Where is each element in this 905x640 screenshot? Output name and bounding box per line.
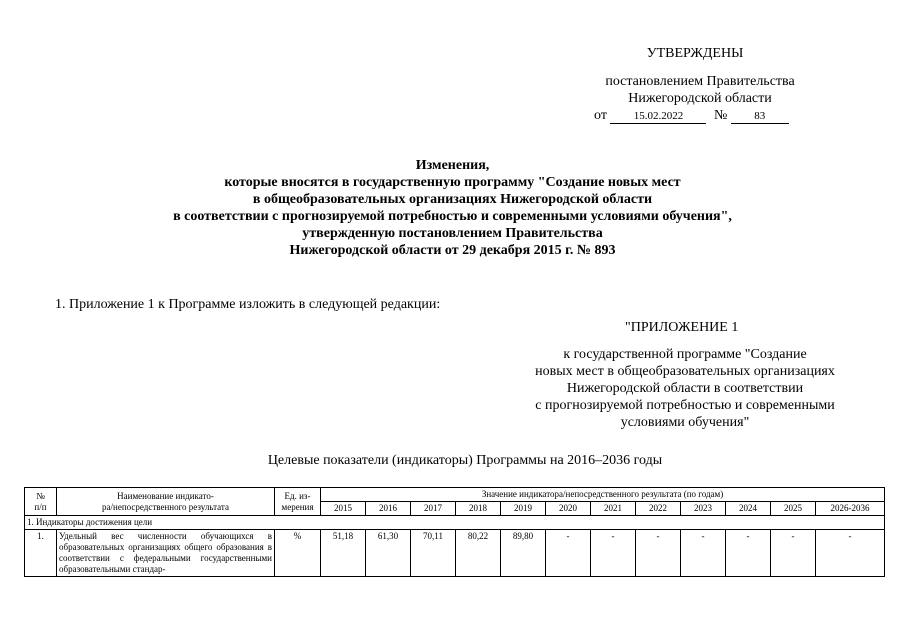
year-cell: 2015	[321, 502, 366, 516]
year-cell: 2023	[681, 502, 726, 516]
document-heading	[90, 157, 815, 259]
value-cell: 51,18	[321, 530, 366, 577]
year-cell: 2025	[771, 502, 816, 516]
value-cell: -	[636, 530, 681, 577]
row-name: Удельный вес численности обучающихся в образовательных организациях общего образования в соответствии с федеральными государственными образовательными стандар-	[57, 530, 275, 577]
header-unit: Ед. из- мерения	[275, 488, 321, 516]
header-values: Значение индикатора/непосредственного результата (по годам)	[321, 488, 885, 502]
value-cell: -	[591, 530, 636, 577]
year-cell: 2020	[546, 502, 591, 516]
value-cell: -	[771, 530, 816, 577]
value-cell: 80,22	[456, 530, 501, 577]
number-prefix: №	[713, 108, 728, 123]
decree-line-2: Нижегородской области	[628, 91, 772, 106]
decree-block	[570, 73, 830, 107]
row-num: 1.	[25, 530, 57, 577]
heading-line: Нижегородской области от 29 декабря 2015 г. № 893	[289, 243, 616, 258]
appendix-line: к государственной программе "Создание	[563, 347, 807, 362]
year-cell: 2021	[591, 502, 636, 516]
value-cell: -	[546, 530, 591, 577]
value-cell: 61,30	[366, 530, 411, 577]
heading-line: в соответствии с прогнозируемой потребностью и современными условиями обучения",	[173, 209, 732, 224]
section-row	[25, 516, 885, 530]
decree-date: 15.02.2022	[610, 109, 706, 124]
date-prefix: от	[594, 108, 607, 123]
heading-line: утвержденную постановлением Правительства	[302, 226, 603, 241]
indicators-table	[24, 487, 885, 577]
heading-line: которые вносятся в государственную программу "Создание новых мест	[224, 175, 681, 190]
paragraph-1: 1. Приложение 1 к Программе изложить в следующей редакции:	[55, 297, 441, 312]
heading-line: Изменения,	[415, 158, 490, 173]
appendix-line: с прогнозируемой потребностью и современными	[535, 398, 835, 413]
year-cell: 2024	[726, 502, 771, 516]
section-title: 1. Индикаторы достижения цели	[25, 516, 885, 530]
decree-line-1: постановлением Правительства	[605, 74, 795, 89]
appendix-caption	[500, 346, 870, 431]
value-cell: 89,80	[501, 530, 546, 577]
heading-line: в общеобразовательных организациях Нижегородской области	[252, 192, 653, 207]
value-cell: -	[726, 530, 771, 577]
header-num: № п/п	[25, 488, 57, 516]
approved-label: УТВЕРЖДЕНЫ	[646, 46, 744, 61]
appendix-line: новых мест в общеобразовательных организациях	[535, 364, 835, 379]
value-cell: -	[681, 530, 726, 577]
value-cell: -	[816, 530, 885, 577]
appendix-line: условиями обучения"	[620, 415, 750, 430]
year-cell: 2022	[636, 502, 681, 516]
header-name: Наименование индикато- ра/непосредственного результата	[57, 488, 275, 516]
year-cell: 2026-2036	[816, 502, 885, 516]
decree-number: 83	[731, 109, 789, 124]
table-row	[25, 530, 885, 577]
value-cell: 70,11	[411, 530, 456, 577]
year-cell: 2016	[366, 502, 411, 516]
row-unit: %	[275, 530, 321, 577]
table-title: Целевые показатели (индикаторы) Программы на 2016–2036 годы	[267, 453, 663, 468]
year-cell: 2018	[456, 502, 501, 516]
year-cell: 2019	[501, 502, 546, 516]
year-cell: 2017	[411, 502, 456, 516]
decree-date-number	[594, 108, 789, 124]
appendix-line: Нижегородской области в соответствии	[566, 381, 804, 396]
appendix-title: "ПРИЛОЖЕНИЕ 1	[625, 320, 739, 335]
header-row	[25, 488, 885, 502]
